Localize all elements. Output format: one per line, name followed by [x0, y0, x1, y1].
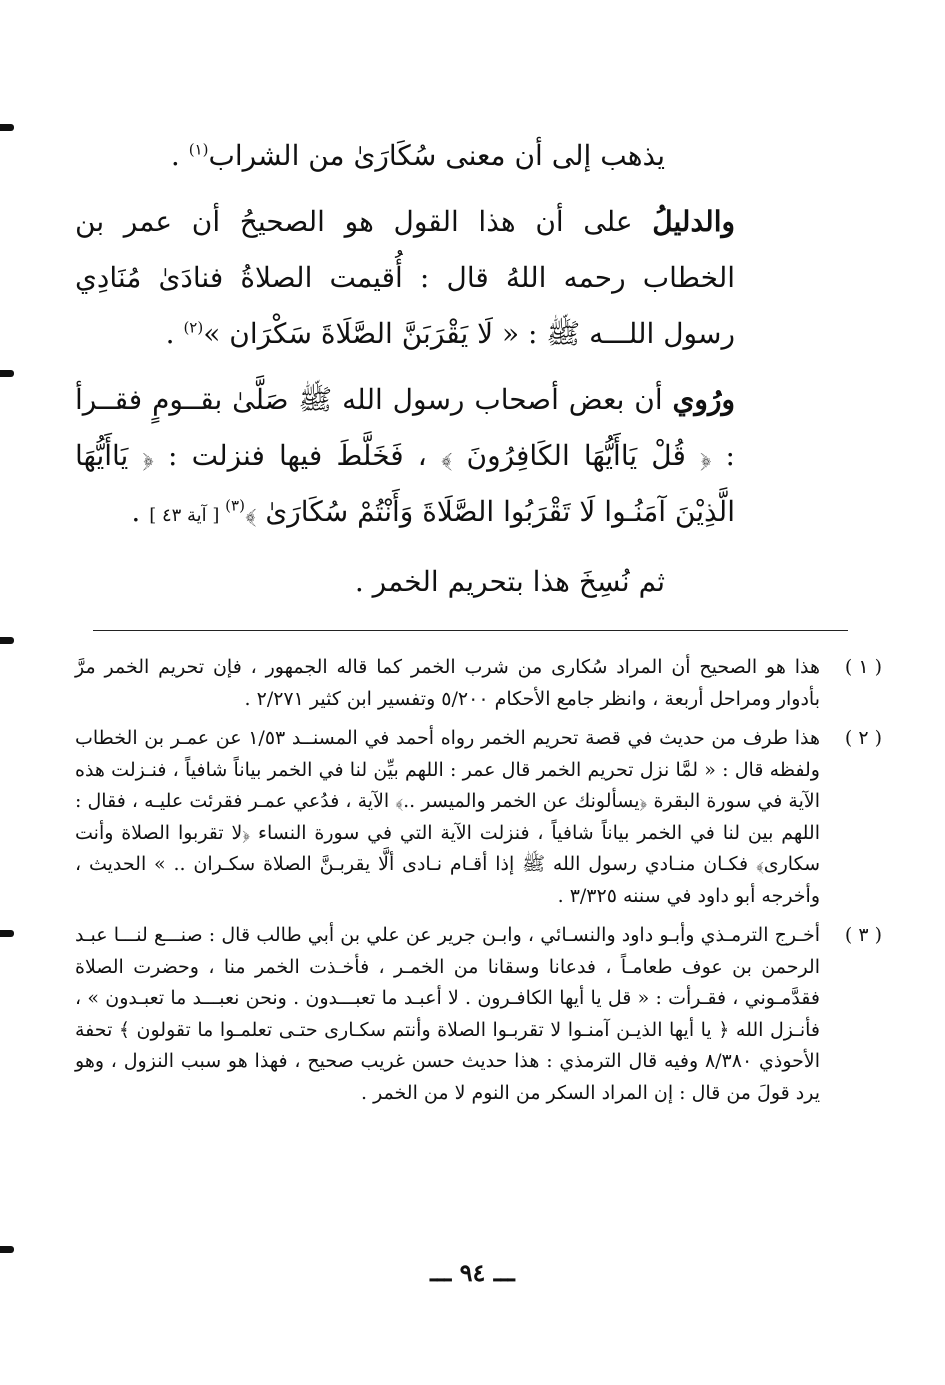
- footnote-ref-2: (٢): [183, 318, 204, 337]
- footnote-text: هذا طرف من حديث في قصة تحريم الخمر رواه أحمد في المسنــد ١/٥٣ عن عمـر بن الخطاب ولفظه قال : « لمَّا نزل تحريم الخمر قال عمر : اللهم بيِّن لنا في الخمر بياناً شافياً ، فنـزلت هذه الآية في سورة البقرة ﴿يسألونك عن الخمر والميسر ..﴾ الآية ، فدُعي عمـر فقرئت عليـه ، فقال : اللهم بين لنا في الخمر بياناً شافياً ، فنزلت الآية التي في سورة النساء ﴿لا تقربوا الصلاة وأنت سكارى﴾ فكـان منـادي رسول الله ﷺ إذا أقـام نـادى ألَّا يقربـنَّ الصلاة سكـران .. » الحديث ، وأخرجه أبو داود في سننه ٣/٣٢٥ .: [75, 727, 820, 907]
- scan-edge-mark: [0, 370, 14, 377]
- verse-reference: [ آية ٤٣ ]: [149, 505, 226, 526]
- scan-edge-mark: [0, 930, 14, 937]
- paragraph-3: ورُوي أن بعض أصحاب رسول الله ﷺ صَلَّىٰ بقــومٍ فقــرأ : ﴿ قُلْ يَاأَيُّهَا الكَافِرُونَ ﴾ ، فَخَلَّطَ فيها فنزلت : ﴿ يَاأَيُّهَا الَّذِيْنَ آمَنُـوا لَا تَقْرَبُوا الصَّلَاةَ وَأَنْتُمْ سُكَارَىٰ ﴾$^{(٣)}$ [ آية ٤٣ ] .: [75, 383, 735, 528]
- page-number: ـــ ٩٤ ـــ: [430, 1258, 515, 1287]
- paragraph-2-lead: والدليلُ: [652, 205, 735, 238]
- scan-edge-mark: [0, 637, 14, 644]
- scan-edge-mark: [0, 124, 14, 131]
- footnote-2: [75, 723, 882, 912]
- paragraph-2: والدليلُ على أن هذا القول هو الصحيحُ أن عمر بن الخطاب رحمه اللهُ قال : أُقيمت الصلاةُ فنادَىٰ مُنَادِي رسول اللـــه ﷺ : « لَا يَقْرَبَنَّ الصَّلَاةَ سَكْرَان »$^{(٢)}$ .: [75, 205, 735, 350]
- main-text: [75, 128, 735, 620]
- footnotes: [75, 652, 882, 1117]
- footnote-3: [75, 920, 882, 1109]
- footnote-ref-1: (١): [188, 140, 209, 159]
- paragraph-1: يذهب إلى أن معنى سُكَارَىٰ من الشراب$^{(١)}$ .: [170, 139, 665, 172]
- footnote-number: ( ٢ ): [844, 727, 882, 749]
- paragraph-4: ثم نُسِخَ هذا بتحريم الخمر .: [354, 565, 665, 598]
- footnote-1: [75, 652, 882, 715]
- footnote-separator: [93, 630, 848, 631]
- paragraph-3-lead: ورُوي: [672, 383, 735, 416]
- footnote-ref-3: (٣): [225, 496, 245, 515]
- footnote-number: ( ١ ): [844, 656, 882, 678]
- footnote-text: أخـرج الترمـذي وأبـو داود والنسـائي ، وابـن جرير عن علي بن أبي طالب قال : صنـــع لنـــا عبـد الرحمن بن عوف طعامـاً ، فدعانا وسقانا من الخمـر ، فأخـذت الخمر منا ، وحضرت الصلاة فقدَّمـوني ، فقـرأت : « قل يا أيها الكافـرون . لا أعبـد ما تعبـــدون . ونحن نعبـــد ما تعبـدون » ، فأنـزل الله ﴿ يا أيها الذيـن آمنـوا لا تقربـوا الصلاة وأنتم سكـارى حتـى تعلمـوا ما تقولون ﴾ تحفة الأحوذي ٨/٣٨٠ وفيه قال الترمذي : هذا حديث حسن غريب صحيح ، فهذا هو سبب النزول ، وهو يرد قولَ من قال : إن المراد السكر من النوم لا من الخمر .: [75, 924, 820, 1104]
- footnote-text: هذا هو الصحيح أن المراد سُكارى من شرب الخمر كما قاله الجمهور ، فإن تحريم الخمر مرَّ بأدوار ومراحل أربعة ، وانظر جامع الأحكام ٥/٢٠٠ وتفسير ابن كثير ٢/٢٧١ .: [75, 656, 820, 710]
- scan-edge-mark: [0, 1246, 14, 1253]
- footnote-number: ( ٣ ): [844, 924, 882, 946]
